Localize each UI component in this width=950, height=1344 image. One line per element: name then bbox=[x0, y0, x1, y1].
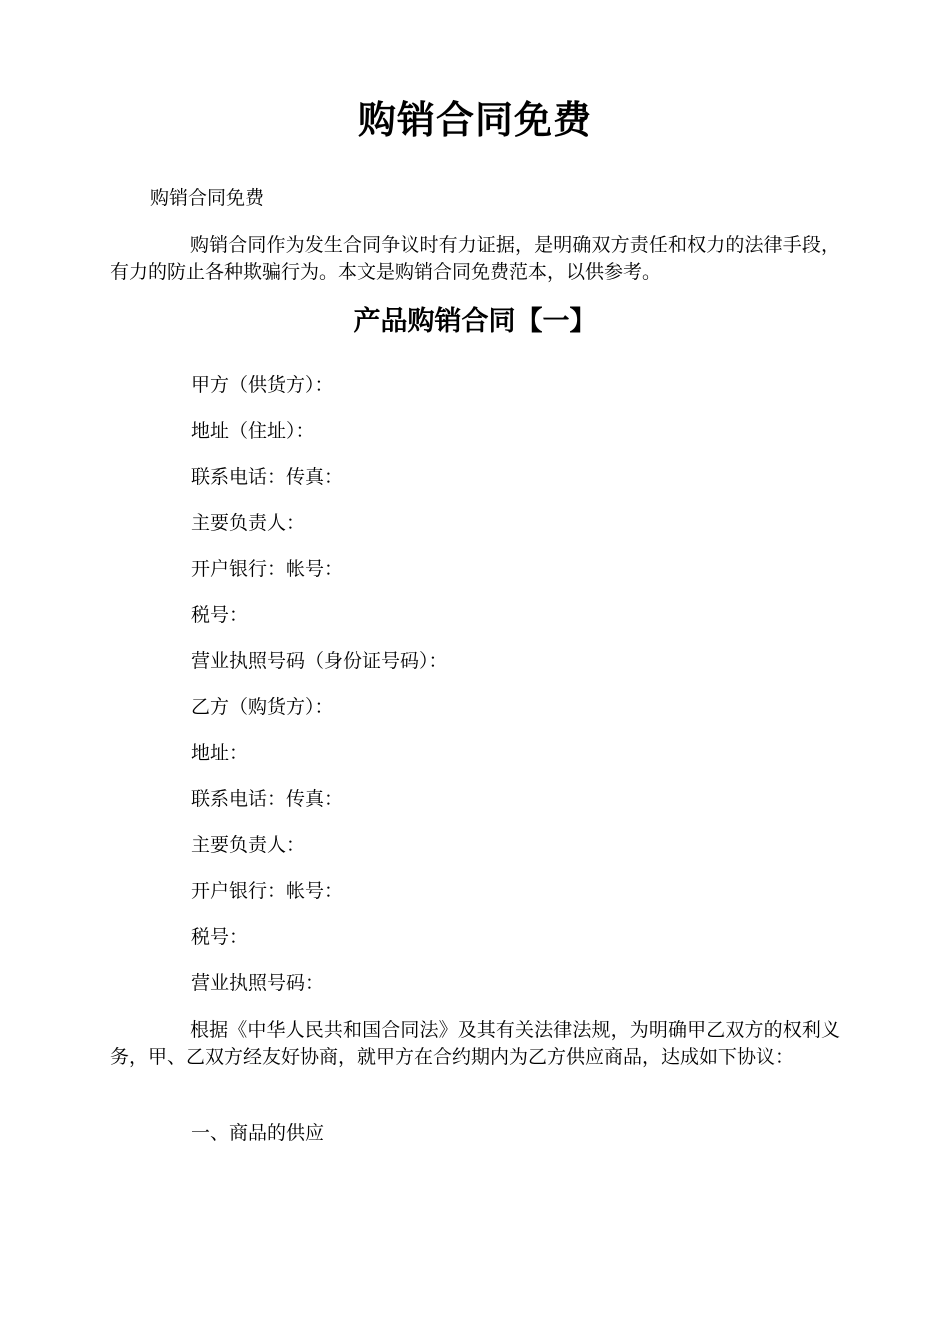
party-a-label: 甲方（供货方）： bbox=[191, 374, 334, 396]
clause-1-heading: 一、商品的供应 bbox=[191, 1122, 325, 1144]
party-b-label: 乙方（购货方）： bbox=[191, 696, 334, 718]
party-a-license: 营业执照号码（身份证号码）： bbox=[191, 650, 448, 672]
document-subtitle: 购销合同免费 bbox=[150, 187, 265, 209]
party-b-license: 营业执照号码： bbox=[191, 972, 325, 994]
section-title: 产品购销合同【一】 bbox=[353, 306, 597, 337]
party-b-principal: 主要负责人： bbox=[191, 834, 306, 856]
document-title: 购销合同免费 bbox=[357, 97, 592, 142]
party-a-address: 地址（住址）： bbox=[191, 420, 315, 442]
party-b-phone-fax: 联系电话：传真： bbox=[191, 788, 344, 810]
party-b-address: 地址： bbox=[191, 742, 249, 764]
party-a-tax-no: 税号： bbox=[191, 604, 249, 626]
agreement-paragraph: 根据《中华人民共和国合同法》及其有关法律法规，为明确甲乙双方的权利义务，甲、乙双方经友好协商，就甲方在合约期内为乙方供应商品，达成如下协议： bbox=[110, 1019, 840, 1068]
party-b-tax-no: 税号： bbox=[191, 926, 249, 948]
party-a-bank-account: 开户银行：帐号： bbox=[191, 558, 344, 580]
party-a-phone-fax: 联系电话：传真： bbox=[191, 466, 344, 488]
party-b-bank-account: 开户银行：帐号： bbox=[191, 880, 344, 902]
party-a-principal: 主要负责人： bbox=[191, 512, 306, 534]
intro-paragraph: 购销合同作为发生合同争议时有力证据，是明确双方责任和权力的法律手段，有力的防止各种欺骗行为。本文是购销合同免费范本，以供参考。 bbox=[110, 234, 840, 283]
